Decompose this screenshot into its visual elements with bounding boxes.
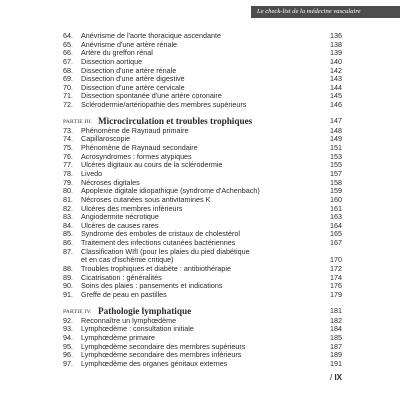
toc-entry: [58, 291, 342, 300]
entry-number: 89.: [63, 272, 73, 282]
entry-page: 136: [330, 31, 342, 40]
entry-title: Acrosyndromes : formes atypiques: [81, 151, 192, 161]
entry-title: Lymphœdème secondaire des membres inférieurs: [81, 350, 242, 360]
entry-title: Lymphœdème : consultation initiale: [81, 324, 194, 334]
part-title: Microcirculation et troubles trophiques: [98, 115, 253, 126]
entry-number: 79.: [63, 177, 73, 187]
entry-page: 160: [330, 194, 342, 204]
entry-number: 95.: [63, 341, 73, 351]
entry-number: 76.: [63, 151, 73, 161]
entry-number: 97.: [63, 358, 73, 368]
entry-number: 87.: [63, 246, 73, 256]
entry-title: Ulcères de causes rares: [81, 220, 159, 230]
entry-title: Ulcères digitaux au cours de la sclérodermie: [81, 160, 223, 170]
entry-page: 140: [330, 56, 342, 66]
entry-title: Capillaroscopie: [81, 134, 131, 144]
entry-page: 142: [330, 65, 342, 75]
entry-page: 139: [330, 48, 342, 58]
entry-title: Artère du greffon rénal: [81, 48, 153, 58]
entry-page: 167: [330, 238, 342, 248]
entry-page: 170: [330, 255, 342, 265]
entry-number: 96.: [63, 350, 73, 360]
entry-title: Ulcères des membres inférieurs: [81, 203, 183, 213]
part-heading-4: [58, 300, 342, 317]
page-footer: / IX: [329, 373, 342, 382]
toc-section-c: [58, 317, 342, 369]
entry-number: 78.: [63, 168, 73, 178]
entry-page: 189: [330, 350, 342, 360]
entry-title: Syndrome des emboles de cristaux de cholestérol: [81, 229, 241, 239]
entry-title: Cicatrisation : généralités: [81, 272, 162, 282]
entry-number: 77.: [63, 160, 73, 170]
entry-title: Dissection aortique: [81, 56, 143, 66]
running-title: Le check-list de la médecine vasculaire: [251, 6, 400, 18]
entry-title: Lymphœdème primaire: [81, 332, 156, 342]
entry-number: 83.: [63, 212, 73, 222]
entry-number: 94.: [63, 332, 73, 342]
entry-number: 64.: [63, 31, 73, 40]
entry-number: 92.: [63, 315, 73, 325]
entry-number: 73.: [63, 125, 73, 135]
toc-section-a: [58, 32, 342, 110]
entry-page: 187: [330, 341, 342, 351]
entry-number: 70.: [63, 82, 73, 92]
entry-page: 143: [330, 74, 342, 84]
entry-page: 146: [330, 100, 342, 110]
entry-title: Apoplexie digitale idiopathique (syndrome d'Achenbach): [81, 186, 260, 196]
entry-page: 179: [330, 289, 342, 299]
entry-page: 148: [330, 125, 342, 135]
entry-page: 153: [330, 151, 342, 161]
entry-number: 67.: [63, 56, 73, 66]
entry-title: Sclérodermie/artériopathie des membres supérieurs: [81, 100, 247, 110]
toc-entry: [58, 101, 342, 110]
entry-number: 81.: [63, 194, 73, 204]
toc-entry: [58, 360, 342, 369]
entry-title: Phénomène de Raynaud secondaire: [81, 143, 198, 153]
page-number: IX: [334, 373, 342, 382]
entry-page: 155: [330, 160, 342, 170]
entry-page: 172: [330, 264, 342, 274]
part-page: 181: [330, 305, 342, 315]
entry-page: 159: [330, 186, 342, 196]
entry-number: 84.: [63, 220, 73, 230]
entry-title: Dissection d'une artère cervicale: [81, 82, 185, 92]
entry-page: 144: [330, 82, 342, 92]
part-title: Pathologie lymphatique: [98, 305, 192, 316]
entry-title: Dissection d'une artère digestive: [81, 74, 185, 84]
entry-page: 182: [330, 315, 342, 325]
entry-number: 85.: [63, 229, 73, 239]
entry-number: 82.: [63, 203, 73, 213]
entry-title: Classification WIfI (pour les plaies du pied diabétique: [81, 246, 250, 256]
entry-title: Phénomène de Raynaud primaire: [81, 125, 189, 135]
entry-number: 69.: [63, 74, 73, 84]
entry-title: Traitement des infections cutanées bactériennes: [81, 238, 236, 248]
entry-title: Lymphœdème secondaire des membres supérieurs: [81, 341, 246, 351]
entry-number: 71.: [63, 91, 73, 101]
entry-page: 185: [330, 332, 342, 342]
entry-page: 138: [330, 39, 342, 49]
entry-number: 66.: [63, 48, 73, 58]
entry-number: 65.: [63, 39, 73, 49]
entry-number: 86.: [63, 238, 73, 248]
entry-page: 157: [330, 168, 342, 178]
entry-title: Anévrisme de l'aorte thoracique ascendante: [81, 31, 222, 40]
entry-title: Livedo: [81, 168, 103, 178]
entry-page: 161: [330, 203, 342, 213]
entry-number: 80.: [63, 186, 73, 196]
entry-page: 191: [330, 358, 342, 368]
entry-number: 91.: [63, 289, 73, 299]
part-label: PARTIE IV.: [63, 308, 92, 315]
entry-title: Nécroses cutanées sous antivitamines K: [81, 194, 211, 204]
entry-number: 74.: [63, 134, 73, 144]
entry-title: Reconnaître un lymphœdème: [81, 315, 177, 325]
entry-page: 174: [330, 272, 342, 282]
entry-number: 90.: [63, 281, 73, 291]
entry-page: 145: [330, 91, 342, 101]
entry-page: 184: [330, 324, 342, 334]
part-label: PARTIE III.: [63, 118, 93, 125]
entry-title: Dissection d'une artère rénale: [81, 65, 177, 75]
entry-title: Troubles trophiques et diabète : antibiothérapie: [81, 264, 231, 274]
part-page: 147: [330, 115, 342, 125]
entry-number: 93.: [63, 324, 73, 334]
entry-title: Soins des plaies : pansements et indications: [81, 281, 223, 291]
entry-title: Anévrisme d'une artère rénale: [81, 39, 178, 49]
entry-page: 164: [330, 220, 342, 230]
part-heading-3: [58, 110, 342, 127]
entry-page: 151: [330, 143, 342, 153]
entry-number: 75.: [63, 143, 73, 153]
entry-number: 68.: [63, 65, 73, 75]
entry-page: 176: [330, 281, 342, 291]
entry-number: 88.: [63, 264, 73, 274]
entry-number: 72.: [63, 100, 73, 110]
entry-title: et en cas d'ischémie critique): [81, 255, 174, 265]
toc-section-b: [58, 127, 342, 300]
table-of-contents: [58, 32, 342, 368]
entry-title: Angiodermite nécrotique: [81, 212, 159, 222]
entry-page: 163: [330, 212, 342, 222]
entry-title: Dissection spontanée d'une artère coronaire: [81, 91, 222, 101]
entry-title: Greffe de peau en pastilles: [81, 289, 167, 299]
entry-title: Lymphœdème des organes génitaux externes: [81, 358, 228, 368]
entry-page: 158: [330, 177, 342, 187]
entry-page: 165: [330, 229, 342, 239]
entry-title: Nécroses digitales: [81, 177, 140, 187]
entry-page: 149: [330, 134, 342, 144]
